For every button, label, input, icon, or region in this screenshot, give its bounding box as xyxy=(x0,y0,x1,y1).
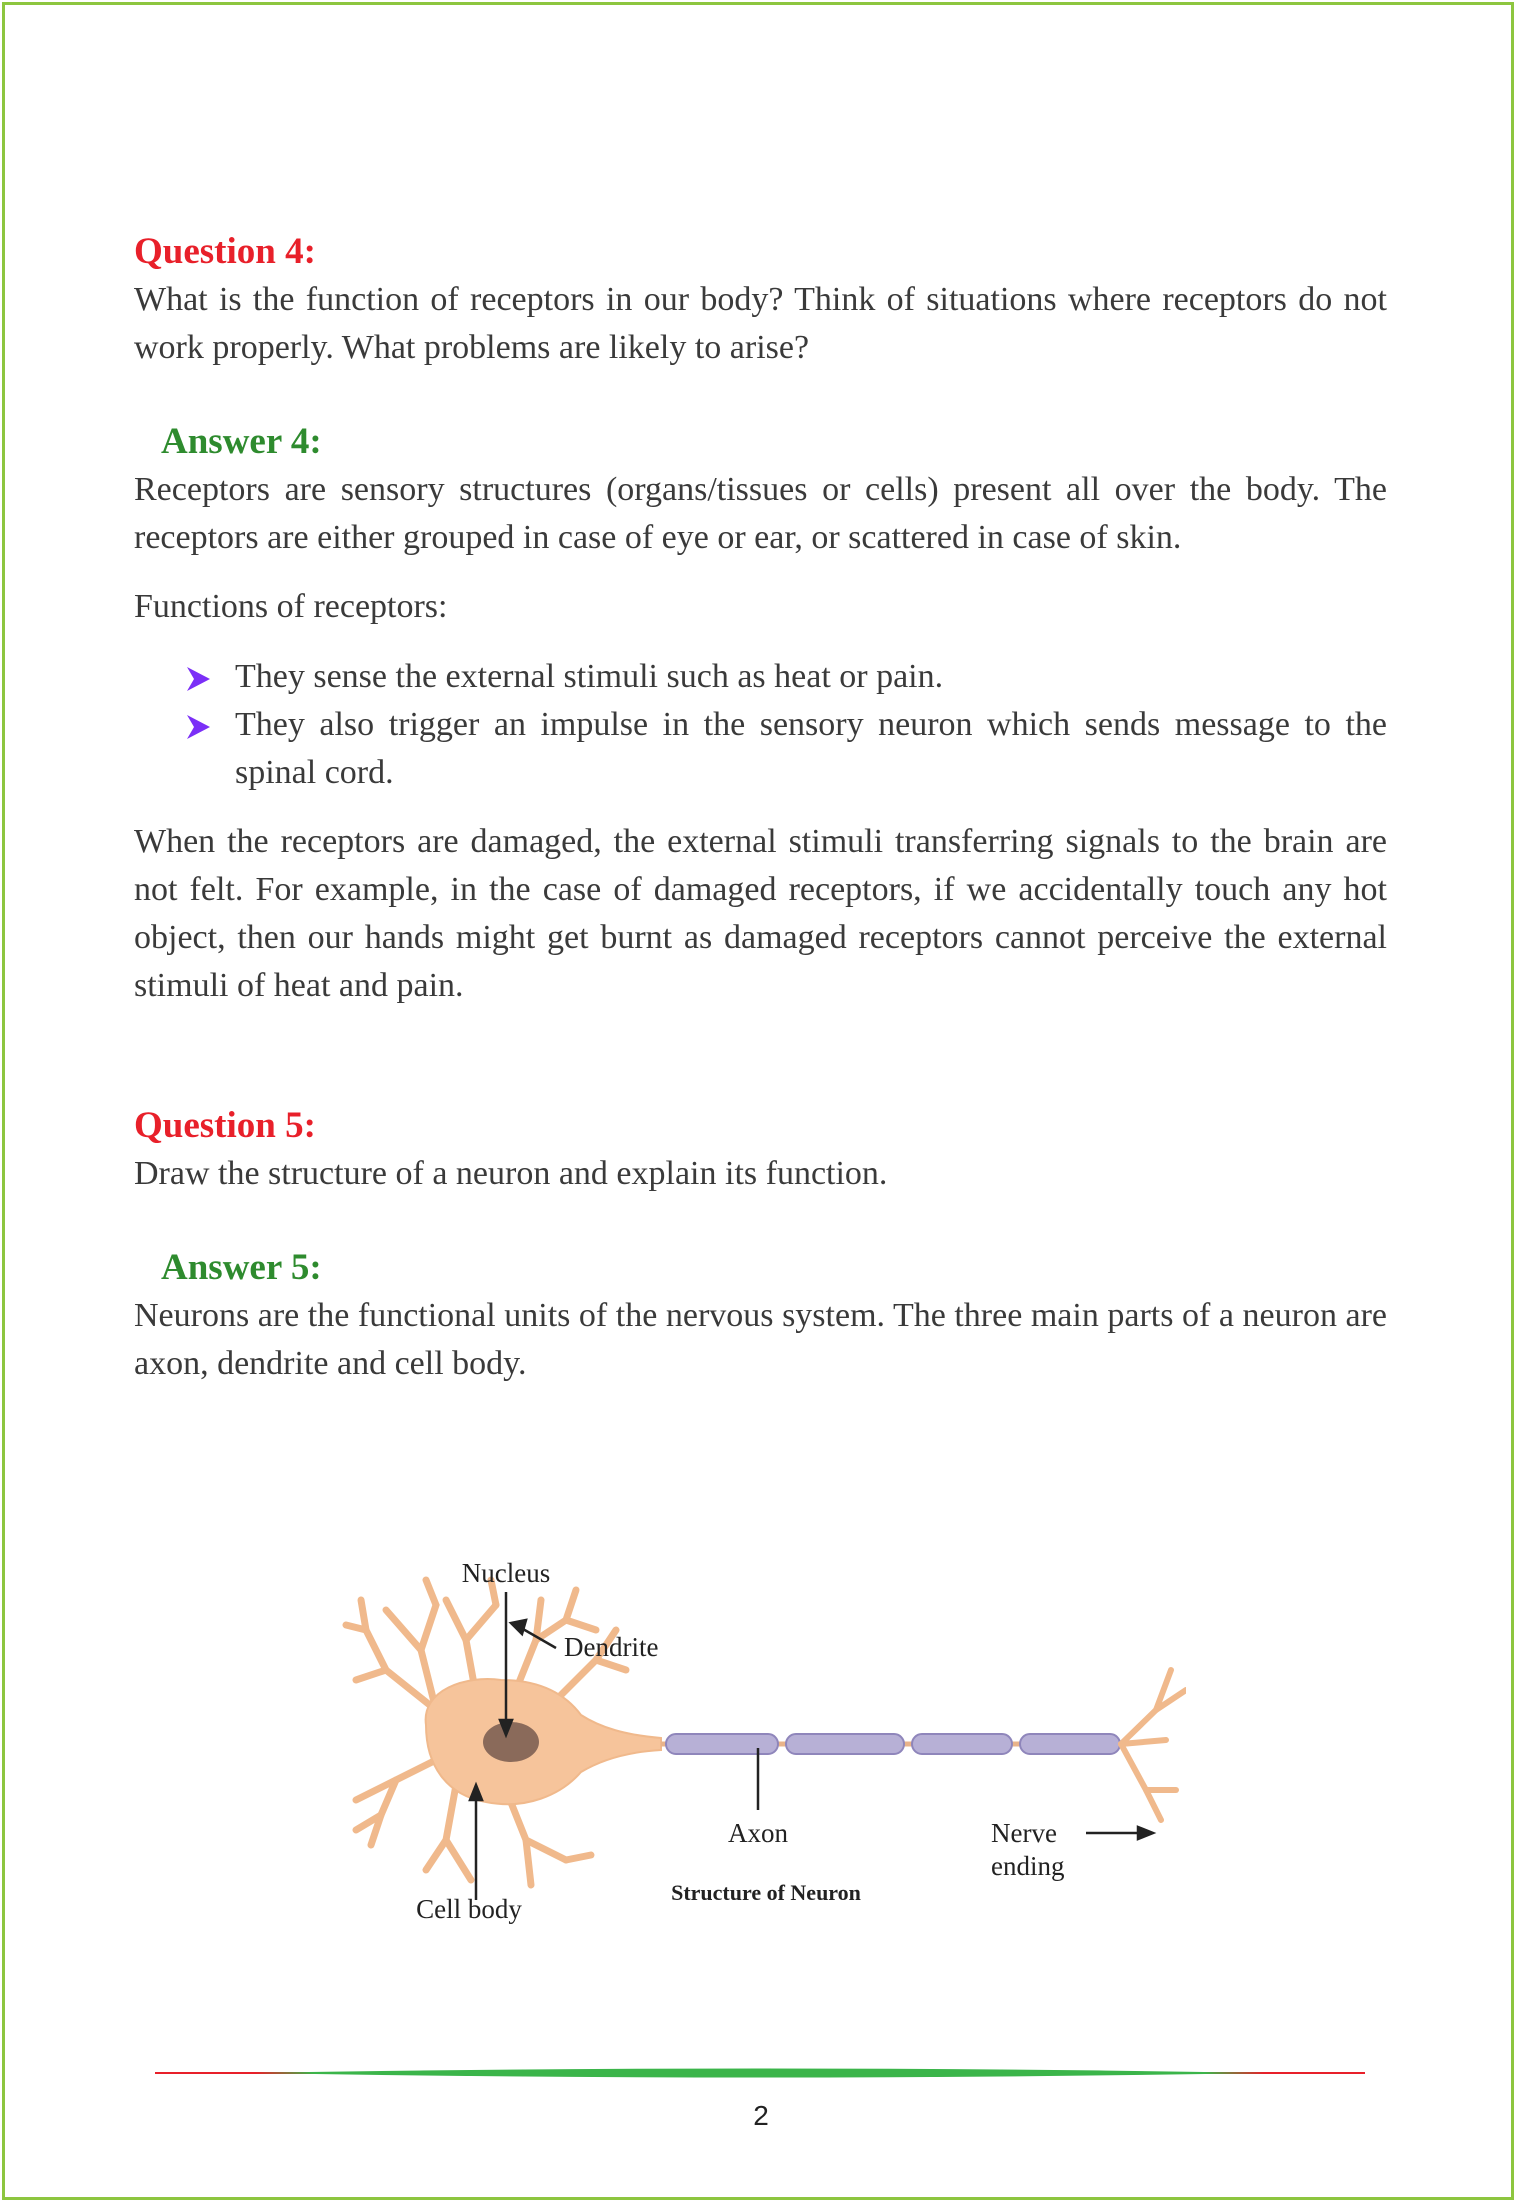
dendrite-label: Dendrite xyxy=(564,1632,659,1662)
arrow-right-icon xyxy=(184,665,212,693)
question-4-heading: Question 4: xyxy=(134,231,316,272)
nerve-ending-label-line-1: Nerve xyxy=(991,1818,1057,1848)
arrow-right-icon xyxy=(184,713,212,741)
page-content xyxy=(134,228,1387,1388)
question-5-text: Draw the structure of a neuron and explain its function. xyxy=(134,1155,888,1192)
page-number: 2 xyxy=(753,2100,769,2131)
nerve-ending-label-line-2: ending xyxy=(991,1851,1065,1881)
diagram-caption: Structure of Neuron xyxy=(671,1880,861,1905)
axon-label: Axon xyxy=(728,1818,788,1848)
answer-5-heading: Answer 5: xyxy=(161,1247,322,1288)
functions-label: Functions of receptors: xyxy=(134,588,448,625)
nucleus-label: Nucleus xyxy=(461,1558,551,1588)
answer-5-paragraph-1: Neurons are the functional units of the nervous system. The three main parts of a neuron are axon, dendrite and cell body. xyxy=(134,1297,1387,1382)
question-4-text: What is the function of receptors in our body? Think of situations where receptors do not work properly. What problems are likely to arise? xyxy=(134,281,1387,366)
nerve-ending-branches xyxy=(1121,1670,1186,1820)
bullet-text: They also trigger an impulse in the sensory neuron which sends message to the spinal cord. xyxy=(235,706,1387,791)
bullet-text: They sense the external stimuli such as heat or pain. xyxy=(235,658,944,695)
footer-rule xyxy=(155,2066,1365,2080)
nucleus-shape xyxy=(483,1722,539,1762)
question-5-heading: Question 5: xyxy=(134,1105,316,1146)
answer-4-heading: Answer 4: xyxy=(161,421,322,462)
list-item xyxy=(134,701,1387,797)
axon-myelin xyxy=(666,1734,1120,1754)
neuron-diagram xyxy=(326,1510,1186,1940)
functions-list xyxy=(134,653,1387,797)
cell-body-shape xyxy=(426,1679,661,1804)
answer-4-paragraph-2: When the receptors are damaged, the external stimuli transferring signals to the brain are not felt. For example, in the case of damaged receptors, if we accidentally touch any hot object, then our hands might get burnt as damaged receptors cannot perceive the external stimuli of heat and pain. xyxy=(134,823,1387,1004)
answer-4-paragraph-1: Receptors are sensory structures (organs/tissues or cells) present all over the body. The receptors are either grouped in case of eye or ear, or scattered in case of skin. xyxy=(134,471,1387,556)
list-item xyxy=(134,653,1387,701)
cell-body-label: Cell body xyxy=(416,1894,522,1924)
